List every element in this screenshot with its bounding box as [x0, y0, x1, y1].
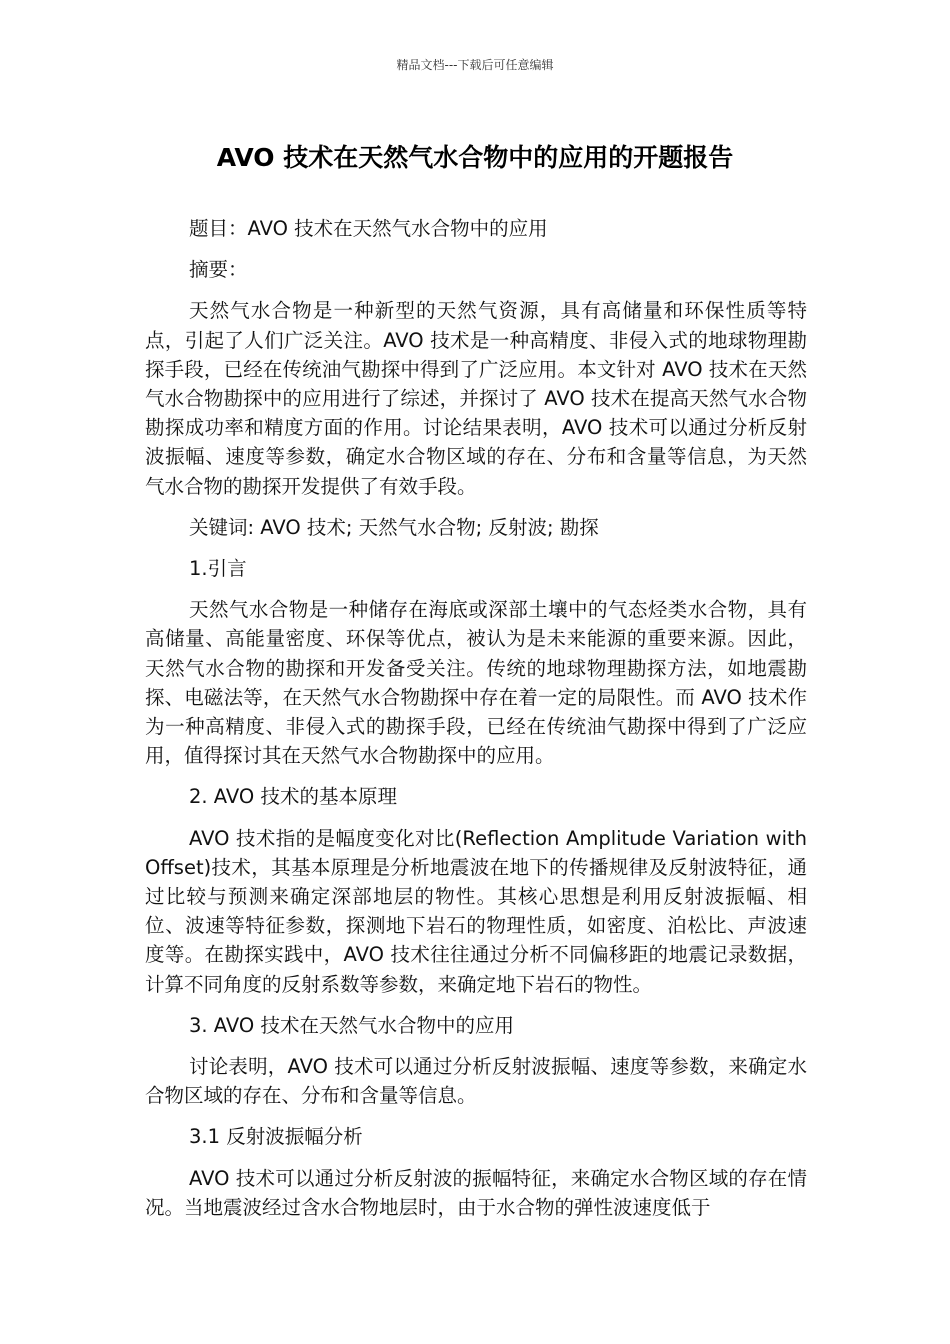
- section-heading-principle: 2. AVO 技术的基本原理: [189, 785, 397, 809]
- keywords-line: 关键词: AVO 技术; 天然气水合物; 反射波; 勘探: [189, 515, 599, 539]
- section-heading-application: 3. AVO 技术在天然气水合物中的应用: [189, 1013, 514, 1037]
- document-title: AVO 技术在天然气水合物中的应用的开题报告: [216, 143, 734, 172]
- introduction-paragraph: 天然气水合物是一种储存在海底或深部土壤中的气态烃类水合物，具有高储量、高能量密度、环保等优点，被认为是未来能源的重要来源。因此，天然气水合物的勘探和开发备受关注。传统的地球物理勘探方法，如地震勘探、电磁法等，在天然气水合物勘探中存在着一定的局限性。而 AVO 技术作为一种高精度、非侵入式的勘探手段，已经在传统油气勘探中得到了广泛应用，值得探讨其在天然气水合物勘探中的应用。: [145, 598, 807, 768]
- page-header: 精品文档---下载后可任意编辑: [396, 58, 554, 72]
- abstract-heading: 摘要：: [189, 258, 248, 282]
- abstract-paragraph: 天然气水合物是一种新型的天然气资源，具有高储量和环保性质等特点，引起了人们广泛关注。AVO 技术是一种高精度、非侵入式的地球物理勘探手段，已经在传统油气勘探中得到了广泛应用。本文针对 AVO 技术在天然气水合物勘探中的应用进行了综述，并探讨了 AVO 技术在提高天然气水合物勘探成功率和精度方面的作用。讨论结果表明，AVO 技术可以通过分析反射波振幅、速度等参数，确定水合物区域的存在、分布和含量等信息，为天然气水合物的勘探开发提供了有效手段。: [145, 299, 807, 498]
- principle-paragraph: AVO 技术指的是幅度变化对比(Reflection Amplitude Variation with Offset)技术，其基本原理是分析地震波在地下的传播规律及反射波特征，通过比较与预测来确定深部地层的物性。其核心思想是利用反射波振幅、相位、波速等特征参数，探测地下岩石的物理性质，如密度、泊松比、声波速度等。在勘探实践中，AVO 技术往往通过分析不同偏移距的地震记录数据，计算不同角度的反射系数等参数，来确定地下岩石的物性。: [145, 826, 807, 996]
- application-paragraph: 讨论表明，AVO 技术可以通过分析反射波振幅、速度等参数，来确定水合物区域的存在、分布和含量等信息。: [145, 1055, 807, 1108]
- amplitude-paragraph: AVO 技术可以通过分析反射波的振幅特征，来确定水合物区域的存在情况。当地震波经过含水合物地层时，由于水合物的弹性波速度低于: [145, 1166, 807, 1219]
- topic-line: 题目：AVO 技术在天然气水合物中的应用: [189, 217, 548, 240]
- section-heading-introduction: 1.引言: [189, 557, 247, 581]
- document-body: [145, 214, 807, 1222]
- subsection-heading-amplitude: 3.1 反射波振幅分析: [189, 1125, 363, 1149]
